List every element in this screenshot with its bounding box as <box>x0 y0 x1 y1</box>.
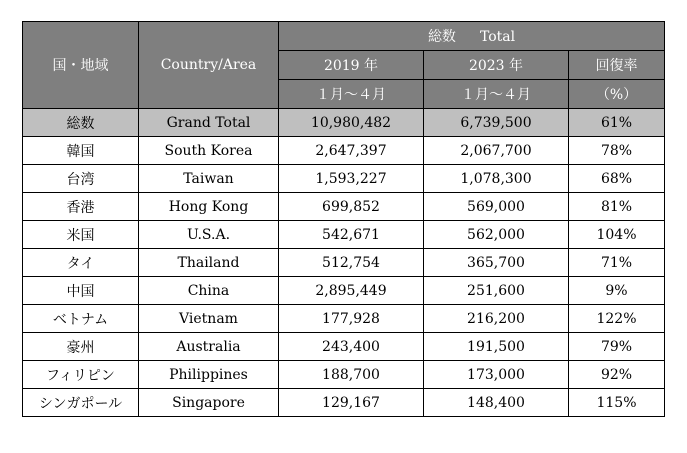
table-body <box>23 109 665 417</box>
country-en-cell: Philippines <box>139 361 279 389</box>
table-row <box>23 249 665 277</box>
header-row-1 <box>23 22 665 51</box>
country-jp-cell: タイ <box>23 249 139 277</box>
country-en-cell: Australia <box>139 333 279 361</box>
table-header <box>23 22 665 109</box>
value-2023-cell: 1,078,300 <box>424 165 569 193</box>
value-2019-cell: 699,852 <box>279 193 424 221</box>
recovery-rate-cell: 92% <box>569 361 665 389</box>
table-row <box>23 193 665 221</box>
table-row <box>23 333 665 361</box>
country-en-cell: Vietnam <box>139 305 279 333</box>
value-2023-cell: 2,067,700 <box>424 137 569 165</box>
country-jp-cell: 韓国 <box>23 137 139 165</box>
recovery-rate-cell: 81% <box>569 193 665 221</box>
country-en-cell: Hong Kong <box>139 193 279 221</box>
country-jp-cell: シンガポール <box>23 389 139 417</box>
country-en-cell: Thailand <box>139 249 279 277</box>
value-2019-cell: 129,167 <box>279 389 424 417</box>
country-en-cell: U.S.A. <box>139 221 279 249</box>
value-2019-cell: 2,895,449 <box>279 277 424 305</box>
recovery-rate-cell: 71% <box>569 249 665 277</box>
recovery-rate-cell: 9% <box>569 277 665 305</box>
table-row <box>23 165 665 193</box>
grand-total-rate: 61% <box>569 109 665 137</box>
country-jp-cell: 台湾 <box>23 165 139 193</box>
value-2023-cell: 569,000 <box>424 193 569 221</box>
header-year-2019: 2019 年 <box>279 51 424 80</box>
header-region-jp: 国・地域 <box>23 22 139 109</box>
grand-total-2019: 10,980,482 <box>279 109 424 137</box>
header-rate-label: 回復率 <box>569 51 665 80</box>
table-row <box>23 221 665 249</box>
value-2019-cell: 188,700 <box>279 361 424 389</box>
recovery-rate-cell: 78% <box>569 137 665 165</box>
header-total <box>279 22 665 51</box>
value-2019-cell: 542,671 <box>279 221 424 249</box>
recovery-rate-cell: 122% <box>569 305 665 333</box>
value-2023-cell: 191,500 <box>424 333 569 361</box>
table-row <box>23 389 665 417</box>
value-2023-cell: 148,400 <box>424 389 569 417</box>
recovery-rate-cell: 79% <box>569 333 665 361</box>
recovery-rate-cell: 115% <box>569 389 665 417</box>
value-2023-cell: 365,700 <box>424 249 569 277</box>
country-en-cell: South Korea <box>139 137 279 165</box>
table-row <box>23 305 665 333</box>
grand-total-jp: 総数 <box>23 109 139 137</box>
country-jp-cell: 中国 <box>23 277 139 305</box>
header-rate-unit: （%） <box>569 80 665 109</box>
country-jp-cell: 米国 <box>23 221 139 249</box>
header-year-2023: 2023 年 <box>424 51 569 80</box>
header-total-jp: 総数 <box>427 29 456 45</box>
value-2019-cell: 243,400 <box>279 333 424 361</box>
grand-total-2023: 6,739,500 <box>424 109 569 137</box>
value-2019-cell: 1,593,227 <box>279 165 424 193</box>
country-en-cell: Taiwan <box>139 165 279 193</box>
country-en-cell: Singapore <box>139 389 279 417</box>
country-jp-cell: フィリピン <box>23 361 139 389</box>
country-jp-cell: 香港 <box>23 193 139 221</box>
value-2019-cell: 512,754 <box>279 249 424 277</box>
table-row <box>23 277 665 305</box>
value-2023-cell: 173,000 <box>424 361 569 389</box>
value-2023-cell: 216,200 <box>424 305 569 333</box>
grand-total-en: Grand Total <box>139 109 279 137</box>
country-jp-cell: 豪州 <box>23 333 139 361</box>
table-row <box>23 361 665 389</box>
visitor-table-container <box>22 21 665 417</box>
header-period-2019: １月～４月 <box>279 80 424 109</box>
value-2023-cell: 251,600 <box>424 277 569 305</box>
header-period-2023: １月～４月 <box>424 80 569 109</box>
country-en-cell: China <box>139 277 279 305</box>
grand-total-row <box>23 109 665 137</box>
header-country-en: Country/Area <box>139 22 279 109</box>
value-2023-cell: 562,000 <box>424 221 569 249</box>
recovery-rate-cell: 68% <box>569 165 665 193</box>
table-row <box>23 137 665 165</box>
recovery-rate-cell: 104% <box>569 221 665 249</box>
header-total-en: Total <box>479 29 516 45</box>
value-2019-cell: 2,647,397 <box>279 137 424 165</box>
value-2019-cell: 177,928 <box>279 305 424 333</box>
visitor-statistics-table <box>22 21 665 417</box>
country-jp-cell: ベトナム <box>23 305 139 333</box>
